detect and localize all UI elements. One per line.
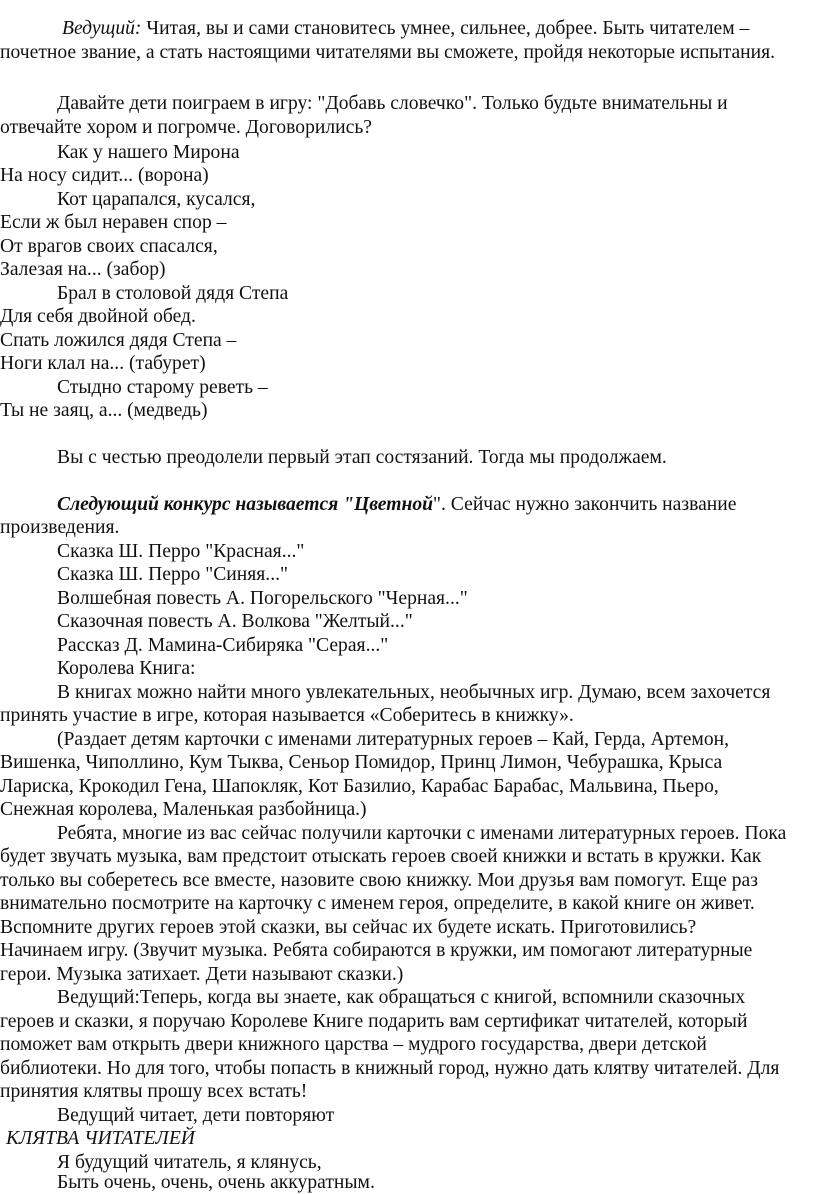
oath-heading: КЛЯТВА ЧИТАТЕЛЕЙ [6,1128,195,1149]
text-line: героев и сказки, я поручаю Королеве Книге подарить вам сертификат читателей, который [0,1011,748,1032]
text-line: только вы соберетесь все вместе, назовите свою книжку. Мои друзья вам помогут. Еще раз [0,870,758,891]
text-line: герои. Музыка затихает. Дети называют сказки.) [0,964,404,985]
text-line: Начинаем игру. (Звучит музыка. Ребята собираются в кружки, им помогают литературные [0,940,753,961]
poem-line: От врагов своих спасался, [0,236,218,257]
text-line: Ведущий читает, дети повторяют [57,1105,335,1126]
text-line [62,18,749,40]
oath-line: Быть очень, очень, очень аккуратным. [57,1172,375,1193]
list-item: Сказка Ш. Перро "Синяя..." [57,564,289,585]
poem-line: Залезая на... (забор) [0,259,166,280]
text-line: принятия клятвы прошу всех встать! [0,1081,308,1102]
text-line [57,494,736,516]
list-item: Волшебная повесть А. Погорельского "Черная..." [57,588,468,609]
text-line: Вы с честью преодолели первый этап состязаний. Тогда мы продолжаем. [57,447,667,468]
list-item: Рассказ Д. Мамина-Сибиряка "Серая..." [57,635,389,656]
text-line: Вспомните других героев этой сказки, вы сейчас их будете искать. Приготовились? [0,917,697,938]
poem-line: Если ж был неравен спор – [0,212,227,233]
poem-line: Спать ложился дядя Степа – [0,330,237,351]
poem-line: Брал в столовой дядя Степа [57,283,289,304]
text-line: внимательно посмотрите на карточку с именем героя, определите, в какой книге он живет. [0,893,755,914]
speaker-label: Ведущий: [62,18,142,39]
text-line: произведения. [0,517,120,538]
text-line: Вишенка, Чиполлино, Кум Тыква, Сеньор Помидор, Принц Лимон, Чебурашка, Крыса [0,752,723,773]
text-line: Ребята, многие из вас сейчас получили карточки с именами литературных героев. Пока [57,823,787,844]
text-line: Давайте дети поиграем в игру: "Добавь словечко". Только будьте внимательны и [57,93,728,114]
text-line: В книгах можно найти много увлекательных, необычных игр. Думаю, всем захочется [57,682,771,703]
text-line: будет звучать музыка, вам предстоит отыскать героев своей книжки и встать в кружки. Как [0,846,762,867]
text-line: почетное звание, а стать настоящими читателями вы сможете, пройдя некоторые испытания. [0,42,776,63]
text-line: поможет вам открыть двери книжного царства – мудрого государства, двери детской [0,1034,707,1055]
poem-line: Ноги клал на... (табурет) [0,353,206,374]
text-line: отвечайте хором и погромче. Договорились? [0,117,372,138]
oath-line: Я будущий читатель, я клянусь, [57,1152,322,1173]
list-item: Сказка Ш. Перро "Красная..." [57,541,305,562]
text-line: библиотеки. Но для того, чтобы попасть в книжный город, нужно дать клятву читателей. Для [0,1058,780,1079]
text-run: ". Сейчас нужно закончить название [433,494,737,515]
poem-line: Стыдно старому реветь – [57,377,268,398]
contest-title: Следующий конкурс называется "Цветной [57,494,434,515]
poem-line: Как у нашего Мирона [57,142,240,163]
speaker-line: Королева Книга: [57,658,196,679]
text-run: Читая, вы и сами становитесь умнее, сильнее, добрее. Быть читателем – [141,18,750,39]
poem-line: Кот царапался, кусался, [57,189,256,210]
text-line: (Раздает детям карточки с именами литературных героев – Кай, Герда, Артемон, [57,729,730,750]
text-line: принять участие в игре, которая называется «Соберитесь в книжку». [0,705,574,726]
text-line: Снежная королева, Маленькая разбойница.) [0,799,367,820]
text-line: Лариска, Крокодил Гена, Шапокляк, Кот Базилио, Карабас Барабас, Мальвина, Пьеро, [0,776,719,797]
text-line: Ведущий:Теперь, когда вы знаете, как обращаться с книгой, вспомнили сказочных [57,987,746,1008]
poem-line: Для себя двойной обед. [0,306,196,327]
poem-line: На носу сидит... (ворона) [0,165,209,186]
list-item: Сказочная повесть А. Волкова "Желтый..." [57,611,413,632]
poem-line: Ты не заяц, а... (медведь) [0,400,208,421]
